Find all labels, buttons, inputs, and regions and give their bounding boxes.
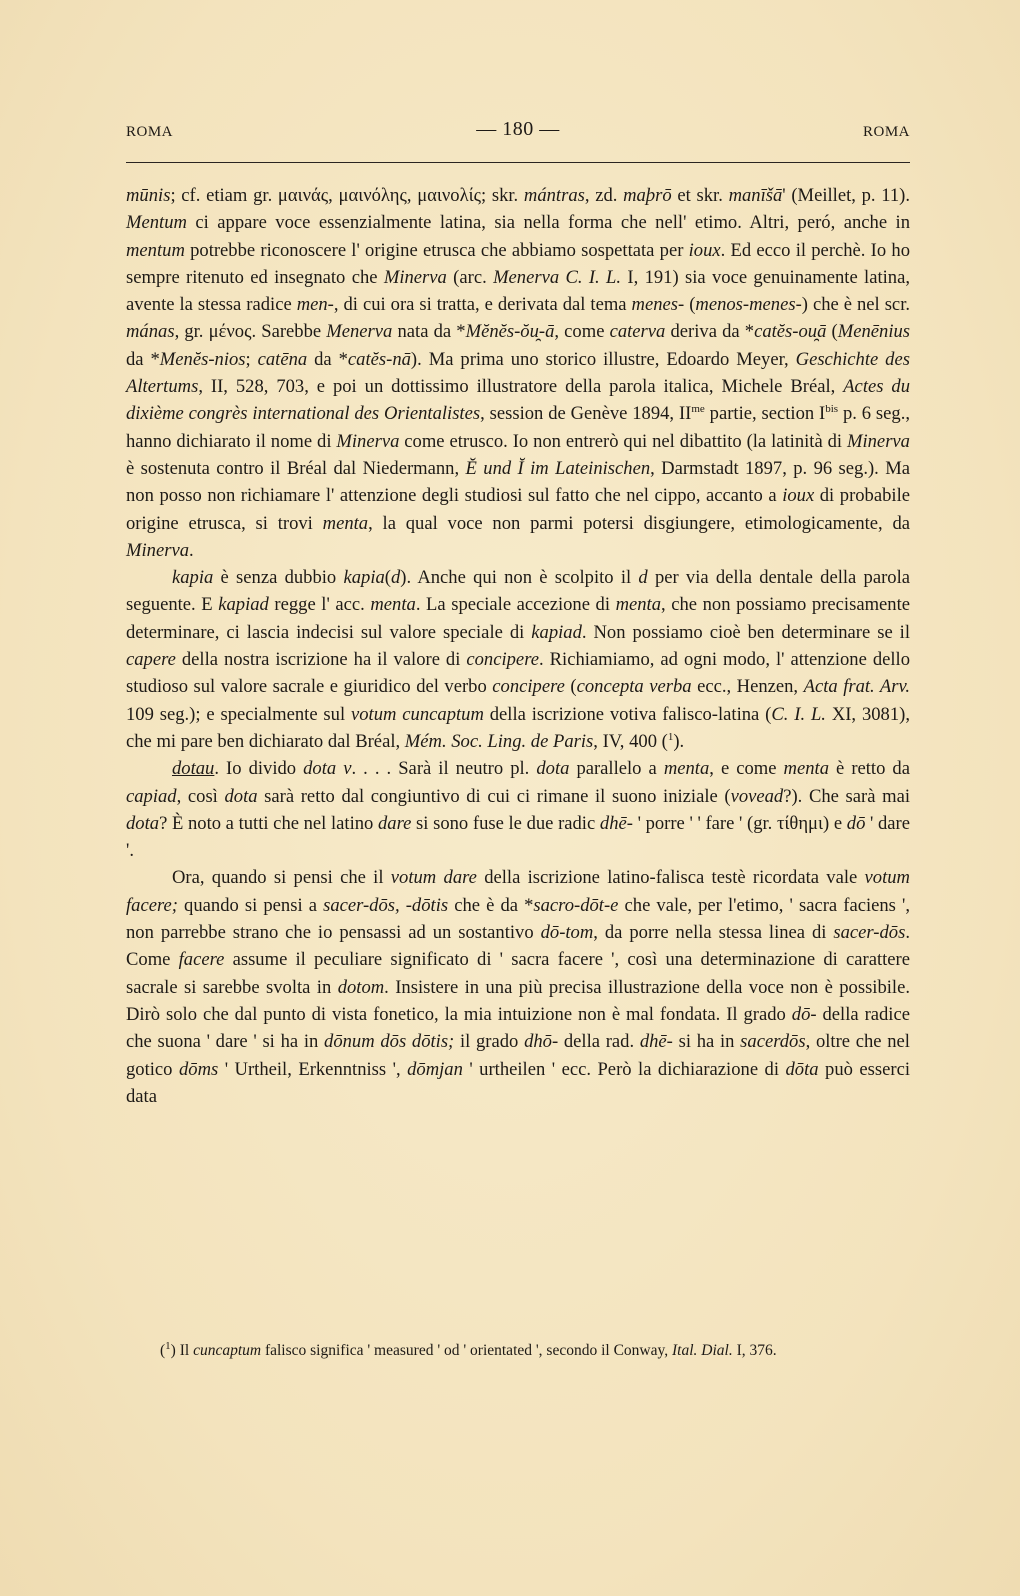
header-right-title: ROMA — [862, 124, 910, 140]
paragraph-4: Ora, quando si pensi che il votum dare della iscrizione latino-falisca testè ricordata vale votum facere; quando si pensi a sacer-dōs, -dōtis che è da *sacro-dōt-e che vale, per l'etimo, ' sacra faciens ', non parrebbe strano che io pensassi ad un sostantivo dō-tom, da porre nella stessa linea di sacer-dōs. Come facere assume il peculiare significato di ' sacra facere ', così una determinazione di carattere sacrale si sarebbe svolta in dotom. Insistere in una più precisa illustrazione della voce non è possibile. Dirò solo che dal punto di vista fonetico, la mia intuizione non è mal fondata. Il grado dō- della radice che suona ' dare ' si ha in dōnum dōs dōtis; il grado dhō- della rad. dhē- si ha in sacerdōs, oltre che nel gotico dōms ' Urtheil, Erkenntniss ', dōmjan ' urtheilen ' ecc. Però la dichiarazione di dōta può esserci data — [126, 867, 911, 1107]
header-rule — [126, 162, 910, 163]
header-left-title: ROMA — [126, 124, 174, 140]
body-text — [126, 182, 910, 1110]
paragraph-1: mūnis; cf. etiam gr. μαινάς, μαινόλης, μαινολίς; skr. mántras, zd. maþrō et skr. manīšā' (Meillet, p. 11). Mentum ci appare voce essenzialmente latina, sia nella forma che nell' etimo. Altri, peró, anche in mentum potrebbe riconoscere l' origine etrusca che abbiamo sospettata per ioux. Ed ecco il perchè. Io ho sempre ritenuto ed insegnato che Minerva (arc. Menerva C. I. L. I, 191) sia voce genuinamente latina, avente la stessa radice men-, di cui ora si tratta, e derivata dal tema menes- (menos-menes-) che è nel scr. mánas, gr. μένος. Sarebbe Menerva nata da *Mĕnĕs-ŏu̯-ā, come caterva deriva da *catĕs-ou̯ā (Menēnius da *Menĕs-nios; catēna da *catĕs-nā). Ma prima uno storico illustre, Edoardo Meyer, Geschichte des Altertums, II, 528, 703, e poi un dottissimo illustratore della parola italica, Michele Bréal, Actes du dixième congrès international des Orientalistes, session de Genève 1894, $II^{me}$ partie, section $I^{bis}$ p. 6 seg., hanno dichiarato il nome di Minerva come etrusco. Io non entrerò qui nel dibattito (la latinità di Minerva è sostenuta contro il Bréal dal Niedermann, Ĕ und Ĭ im Lateinischen, Darmstadt 1897, p. 96 seg.). Ma non posso non richiamare l' attenzione degli studiosi sul fatto che nel cippo, accanto a ioux di probabile origine etrusca, si trovi menta, la qual voce non parmi potersi disgiungere, etimologicamente, da Minerva. — [126, 185, 911, 561]
paragraph-3: dotau. Io divido dota v. . . . Sarà il neutro pl. dota parallelo a menta, e come menta è retto da capiad, così dota sarà retto dal congiuntivo di cui ci rimane il suono iniziale (vovead?). Che sarà mai dota? È noto a tutti che nel latino dare si sono fuse le due radic dhē- ' porre ' ' fare ' (gr. τίθημι) e dō ' dare '. — [126, 758, 911, 862]
running-header — [126, 118, 910, 146]
footnote — [126, 1339, 910, 1362]
page-number: — 180 — — [476, 118, 560, 140]
footnote-text: ($^1$) Il cuncaptum falisco significa ' measured ' od ' orientated ', secondo il Conway, Ital. Dial. I, 376. — [160, 1339, 777, 1359]
paragraph-2: kapia è senza dubbio kapia(d). Anche qui non è scolpito il d per via della dentale della parola seguente. E kapiad regge l' acc. menta. La speciale accezione di menta, che non possiamo precisamente determinare, ci lascia indecisi sul valore speciale di kapiad. Non possiamo cioè ben determinare se il capere della nostra iscrizione ha il valore di concipere. Richiamiamo, ad ogni modo, l' attenzione dello studioso sul valore sacrale e giuridico del verbo concipere (concepta verba ecc., Henzen, Acta frat. Arv. 109 seg.); e specialmente sul votum cuncaptum della iscrizione votiva falisco-latina (C. I. L. XI, 3081), che mi pare ben dichiarato dal Bréal, Mém. Soc. Ling. de Paris, IV, 400 ($^1$). — [126, 567, 911, 752]
